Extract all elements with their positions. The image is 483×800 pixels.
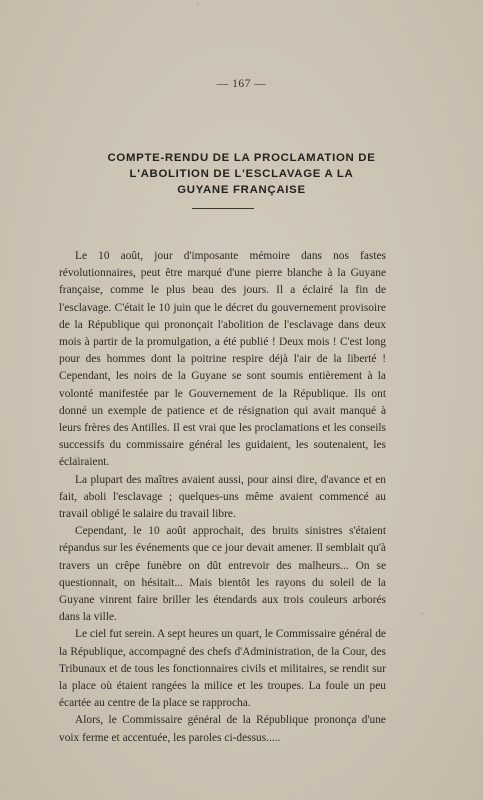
body-text bbox=[59, 248, 386, 747]
title-line: GUYANE FRANÇAISE bbox=[177, 184, 306, 196]
title-divider bbox=[192, 208, 254, 209]
title-line: COMPTE-RENDU DE LA PROCLAMATION DE bbox=[107, 152, 376, 164]
paragraph: Le ciel fut serein. A sept heures un quart, le Commissaire général de la République, accompagné des chefs d'Administration, de la Cour, des Tribunaux et de tous les fonctionnaires civils et militaires, se rendit sur la place où étaient rangées la milice et les troupes. La foule un peu écartée au centre de la place se rapprocha. bbox=[59, 628, 386, 710]
paragraph: Le 10 août, jour d'imposante mémoire dans nos fastes révolutionnaires, peut être marqué d'une pierre blanche à la Guyane française, comme le plus beau des jours. Il a éclairé la fin de l'esclavage. C'était le 10 juin que le décret du gouvernement provisoire de la République qui prononçait l'abolition de l'esclavage dans deux mois à partir de la promulgation, a été publié ! Deux mois ! C'est long pour des hommes dont la poitrine respire déjà l'air de la liberté ! Cependant, les noirs de la Guyane se sont soumis entièrement à la volonté manifestée par le Gouvernement de la République. Ils ont donné un exemple de patience et de résignation qui avait manqué à leurs frères des Antilles. Il est vrai que les proclamations et les conseils successifs du commissaire général les guidaient, les soutenaient, les éclairaient. bbox=[59, 250, 386, 469]
chapter-title bbox=[40, 150, 443, 198]
page-number: — 167 — bbox=[216, 78, 267, 90]
paper-spot bbox=[196, 3, 199, 6]
paper-spot bbox=[420, 612, 424, 615]
title-line: L'ABOLITION DE L'ESCLAVAGE A LA bbox=[129, 168, 354, 180]
paragraph: Alors, le Commissaire général de la République prononça d'une voix ferme et accentuée, les paroles ci-dessus..... bbox=[59, 714, 386, 744]
paragraph: Cependant, le 10 août approchait, des bruits sinistres s'étaient répandus sur les événements que ce jour devait amener. Il semblait qu'à travers un crêpe funèbre on dût entrevoir des malheurs... On se questionnait, on hésitait... Mais bientôt les rayons du soleil de la Guyane vinrent faire briller les étendards aux trois couleurs arborés dans la ville. bbox=[59, 525, 386, 624]
paragraph: La plupart des maîtres avaient aussi, pour ainsi dire, d'avance et en fait, aboli l'esclavage ; quelques-uns même avaient commencé au travail obligé le salaire du travail libre. bbox=[59, 473, 386, 521]
